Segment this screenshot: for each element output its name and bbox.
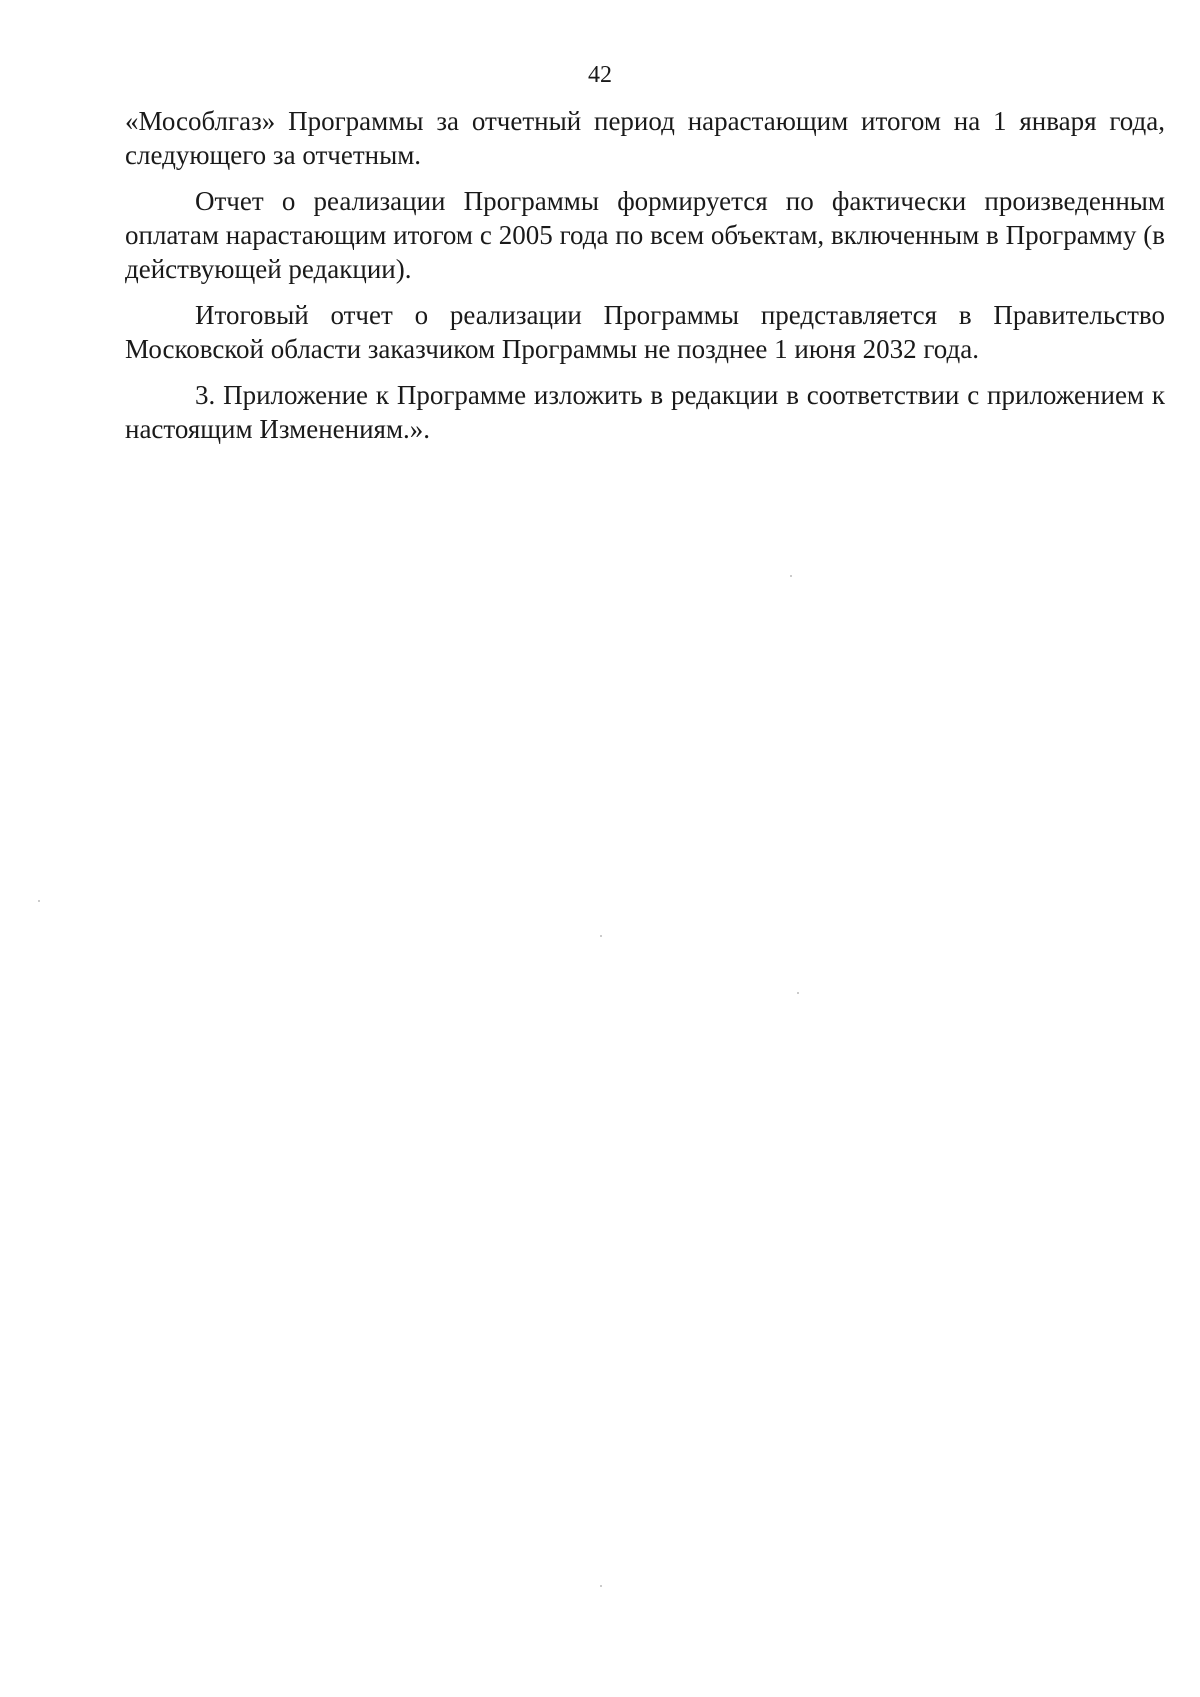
- scan-speck: [38, 900, 40, 902]
- scan-speck: [600, 1585, 602, 1587]
- paragraph-appendix-item: 3. Приложение к Программе изложить в редакции в соответствии с приложением к настоящим Изменениям.».: [125, 380, 1165, 444]
- page-number: 42: [588, 62, 612, 88]
- paragraph-report-formation: Отчет о реализации Программы формируется по фактически произведенным оплатам нарастающим итогом с 2005 года по всем объектам, включенным в Программу (в действующей редакции).: [125, 186, 1165, 284]
- paragraph-continuation: «Мособлгаз» Программы за отчетный период нарастающим итогом на 1 января года, следующего за отчетным.: [125, 106, 1165, 170]
- scan-speck: [797, 992, 799, 994]
- scan-speck: [600, 935, 602, 937]
- document-body: [125, 104, 1165, 458]
- scan-speck: [790, 575, 792, 577]
- paragraph-final-report: Итоговый отчет о реализации Программы представляется в Правительство Московской области заказчиком Программы не позднее 1 июня 2032 года.: [125, 300, 1165, 364]
